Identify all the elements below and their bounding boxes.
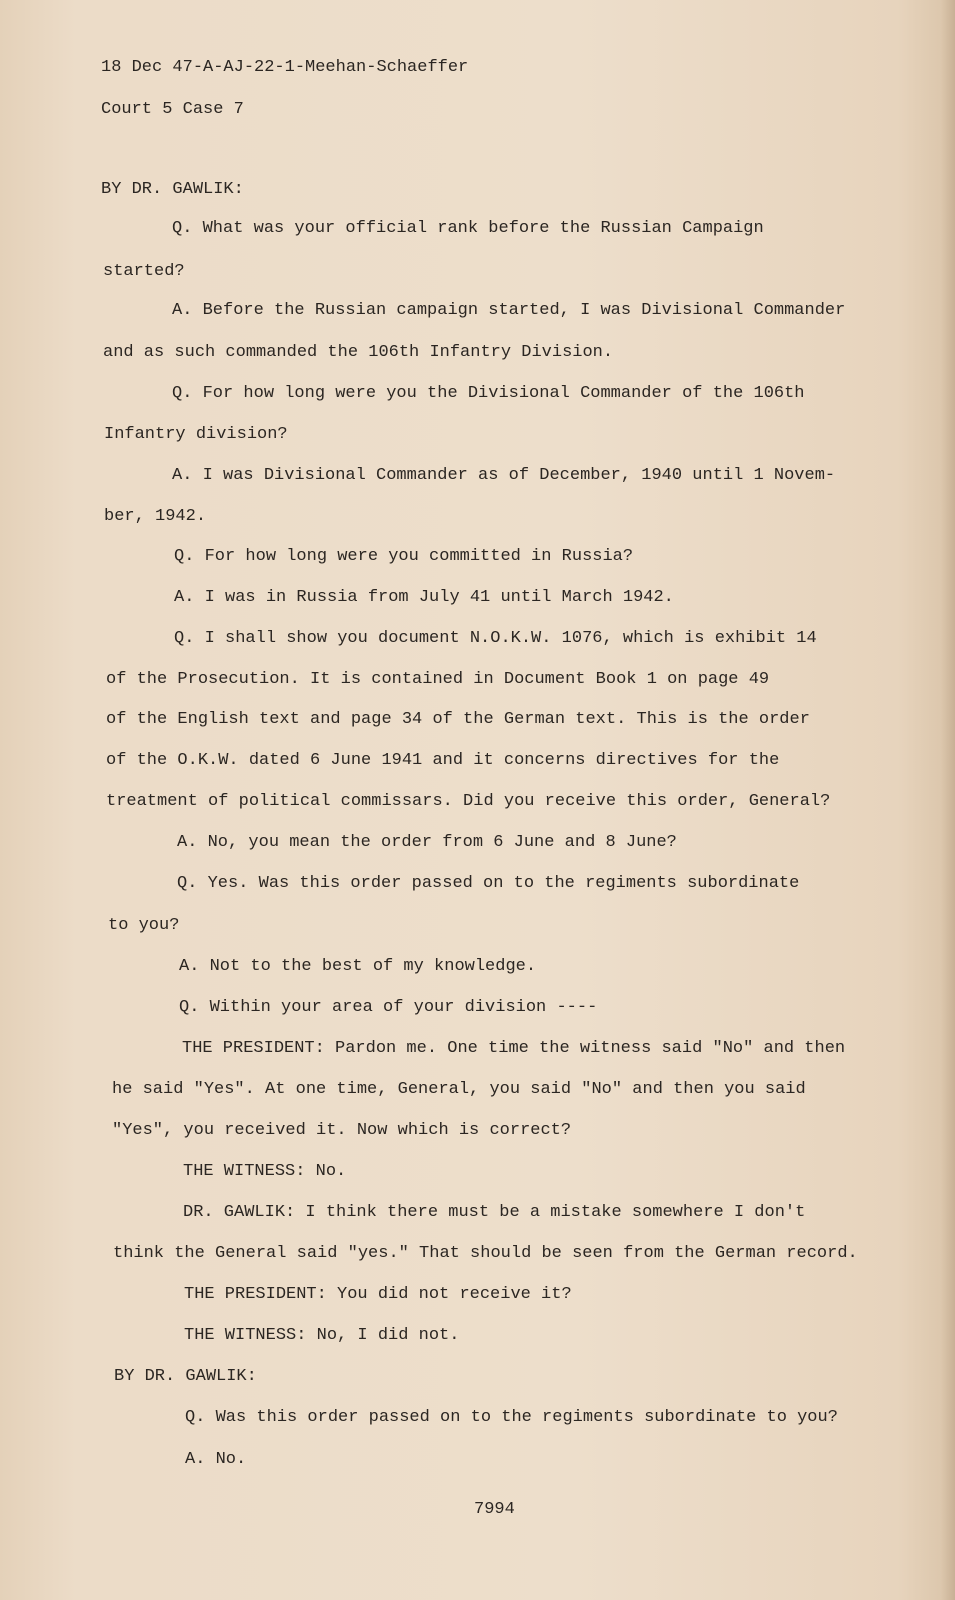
question-line: Q. For how long were you the Divisional Commander of the 106th	[172, 384, 805, 403]
answer-line: A. Before the Russian campaign started, I was Divisional Commander	[172, 301, 846, 320]
page-number: 7994	[474, 1500, 515, 1519]
document-reference: 18 Dec 47-A-AJ-22-1-Meehan-Schaeffer	[101, 58, 469, 77]
page-edge-shadow	[941, 0, 955, 1600]
question-continuation: treatment of political commissars. Did you receive this order, General?	[106, 792, 831, 811]
witness-statement: THE WITNESS: No, I did not.	[184, 1326, 460, 1345]
question-continuation: started?	[103, 262, 185, 281]
question-line: Q. I shall show you document N.O.K.W. 1076, which is exhibit 14	[174, 629, 817, 648]
examiner-heading: BY DR. GAWLIK:	[101, 180, 244, 199]
counsel-statement: DR. GAWLIK: I think there must be a mistake somewhere I don't	[183, 1203, 806, 1222]
question-line: Q. What was your official rank before the Russian Campaign	[172, 219, 764, 238]
answer-line: A. I was in Russia from July 41 until March 1942.	[174, 588, 674, 607]
witness-statement: THE WITNESS: No.	[183, 1162, 347, 1181]
question-continuation: of the English text and page 34 of the German text. This is the order	[106, 710, 810, 729]
answer-line: A. Not to the best of my knowledge.	[179, 957, 537, 976]
answer-line: A. I was Divisional Commander as of December, 1940 until 1 Novem-	[172, 466, 836, 485]
president-continuation: "Yes", you received it. Now which is correct?	[112, 1121, 572, 1140]
answer-line: A. No.	[185, 1450, 247, 1469]
question-continuation: Infantry division?	[104, 425, 288, 444]
question-line: Q. Within your area of your division ----	[179, 998, 598, 1017]
president-statement: THE PRESIDENT: Pardon me. One time the witness said "No" and then	[182, 1039, 846, 1058]
question-continuation: of the Prosecution. It is contained in Document Book 1 on page 49	[106, 670, 770, 689]
counsel-continuation: think the General said "yes." That should be seen from the German record.	[113, 1244, 858, 1263]
answer-line: A. No, you mean the order from 6 June and 8 June?	[177, 833, 677, 852]
question-line: Q. For how long were you committed in Russia?	[174, 547, 634, 566]
president-statement: THE PRESIDENT: You did not receive it?	[184, 1285, 572, 1304]
question-line: Q. Was this order passed on to the regiments subordinate to you?	[185, 1408, 838, 1427]
question-continuation: of the O.K.W. dated 6 June 1941 and it concerns directives for the	[106, 751, 780, 770]
court-case-line: Court 5 Case 7	[101, 100, 244, 119]
question-line: Q. Yes. Was this order passed on to the regiments subordinate	[177, 874, 800, 893]
answer-continuation: ber, 1942.	[104, 507, 207, 526]
president-continuation: he said "Yes". At one time, General, you said "No" and then you said	[112, 1080, 806, 1099]
answer-continuation: and as such commanded the 106th Infantry Division.	[103, 343, 614, 362]
examiner-heading: BY DR. GAWLIK:	[114, 1367, 257, 1386]
question-continuation: to you?	[108, 916, 180, 935]
